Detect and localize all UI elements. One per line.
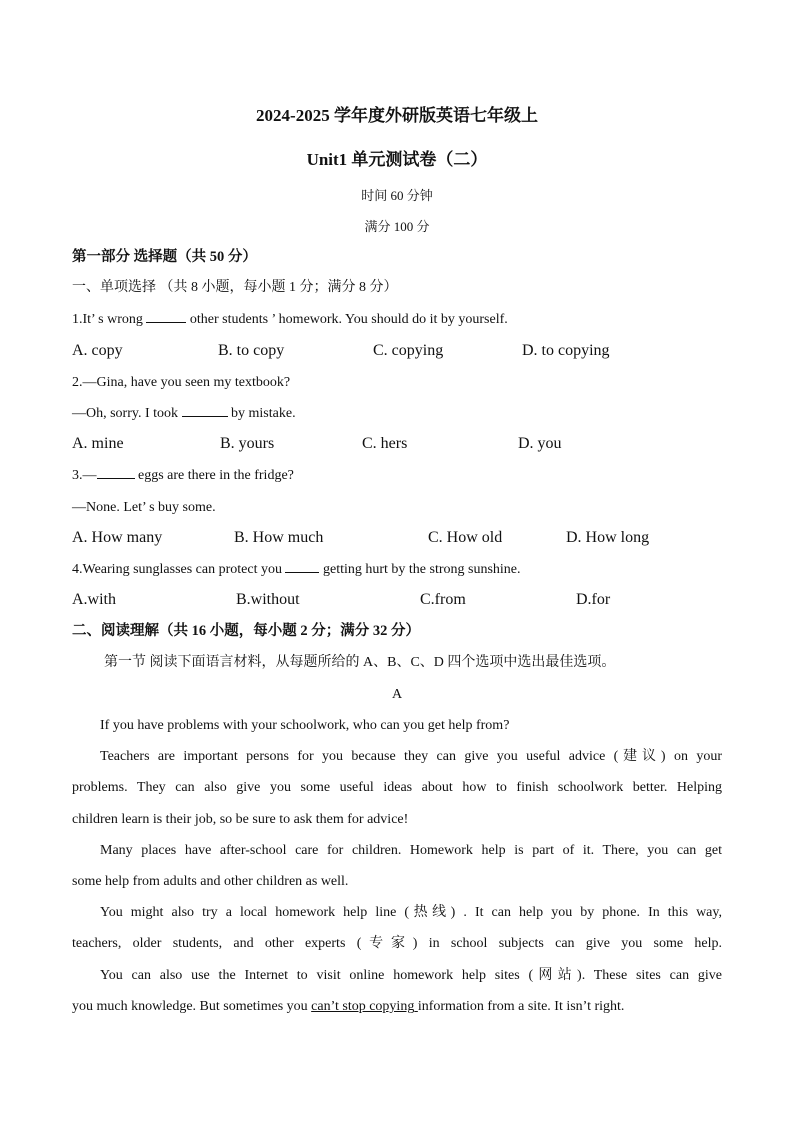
q2-answer-blank (182, 404, 228, 417)
exam-title: 2024-2025 学年度外研版英语七年级上 (256, 106, 538, 125)
passage-paragraph-5-line-1: You can also use the Internet to visit online homework help sites (网站). These sites can give (100, 968, 722, 983)
q2-stem-start: —Oh, sorry. I took (72, 406, 179, 421)
q2-option-c: C. hers (362, 435, 408, 452)
question-1 (72, 310, 722, 330)
passage-paragraph-1: If you have problems with your schoolwork, who can you get help from? (100, 718, 510, 733)
q4-stem-start: 4.Wearing sunglasses can protect you (72, 562, 282, 577)
q1-stem-start: 1.It’ s wrong (72, 312, 143, 327)
q1-answer-blank (146, 310, 186, 323)
question-3-line1 (72, 466, 722, 486)
passage-paragraph-3-line-2: some help from adults and other children as well. (72, 874, 349, 889)
section1-heading: 一、单项选择 （共 8 小题，每小题 1 分；满分 8 分） (72, 280, 398, 295)
q3-stem-end: eggs are there in the fridge? (138, 468, 294, 483)
p5-text-start: you much knowledge. But sometimes you (72, 999, 308, 1014)
q3-option-b: B. How much (234, 529, 324, 546)
passage-paragraph-4-line-2: teachers, older students, and other experts (专家) in school subjects can give you some help. (72, 936, 722, 951)
passage-paragraph-2-line-2: problems. They can also give you some useful ideas about how to finish schoolwork better. Helping (72, 780, 722, 795)
section2-heading: 二、阅读理解（共 16 小题，每小题 2 分；满分 32 分） (72, 623, 420, 639)
q4-option-b: B.without (236, 591, 300, 608)
question-4 (72, 560, 722, 580)
passage-paragraph-3-line-1: Many places have after-school care for children. Homework help is part of it. There, you can get (100, 843, 722, 858)
q2-option-b: B. yours (220, 435, 275, 452)
passage-label: A (391, 687, 403, 702)
reading-instruction: 第一节 阅读下面语言材料，从每题所给的 A、B、C、D 四个选项中选出最佳选项。 (104, 655, 616, 670)
q2-stem-end: by mistake. (231, 406, 296, 421)
passage-paragraph-5-line-2 (72, 997, 722, 1017)
q1-stem-end: other students ’ homework. You should do it by yourself. (189, 312, 508, 327)
q1-option-c: C. copying (373, 342, 444, 359)
q3-stem-start: 3.— (72, 468, 97, 483)
exam-subtitle: Unit1 单元测试卷（二） (306, 150, 488, 169)
q4-stem-end: getting hurt by the strong sunshine. (322, 562, 521, 577)
q1-option-a: A. copy (72, 342, 123, 359)
question-2-line2 (72, 404, 722, 424)
q3-option-c: C. How old (428, 529, 503, 546)
part1-heading: 第一部分 选择题（共 50 分） (72, 249, 257, 265)
q3-option-a: A. How many (72, 529, 163, 546)
q4-answer-blank (285, 560, 319, 573)
full-score: 满分 100 分 (364, 219, 430, 234)
q2-option-a: A. mine (72, 435, 124, 452)
question-3-line2: —None. Let’ s buy some. (72, 500, 216, 515)
q1-option-b: B. to copy (218, 342, 285, 359)
passage-paragraph-2-line-3: children learn is their job, so be sure to ask them for advice! (72, 812, 409, 827)
q4-option-d: D.for (576, 591, 611, 608)
passage-paragraph-2-line-1: Teachers are important persons for you because they can give you useful advice (建议) on your (100, 749, 722, 764)
time-limit: 时间 60 分钟 (361, 188, 433, 203)
passage-paragraph-4-line-1: You might also try a local homework help line (热线) . It can help you by phone. In this way, (100, 905, 722, 920)
q3-option-d: D. How long (566, 529, 650, 546)
q3-answer-blank (97, 466, 135, 479)
question-2-line1: 2.—Gina, have you seen my textbook? (72, 375, 291, 390)
q1-option-d: D. to copying (522, 342, 610, 359)
p5-text-end: information from a site. It isn’t right. (417, 999, 625, 1014)
q4-option-c: C.from (420, 591, 466, 608)
underlined-phrase: can’t stop copying (311, 999, 415, 1014)
q4-option-a: A.with (72, 591, 116, 608)
q2-option-d: D. you (518, 435, 562, 452)
